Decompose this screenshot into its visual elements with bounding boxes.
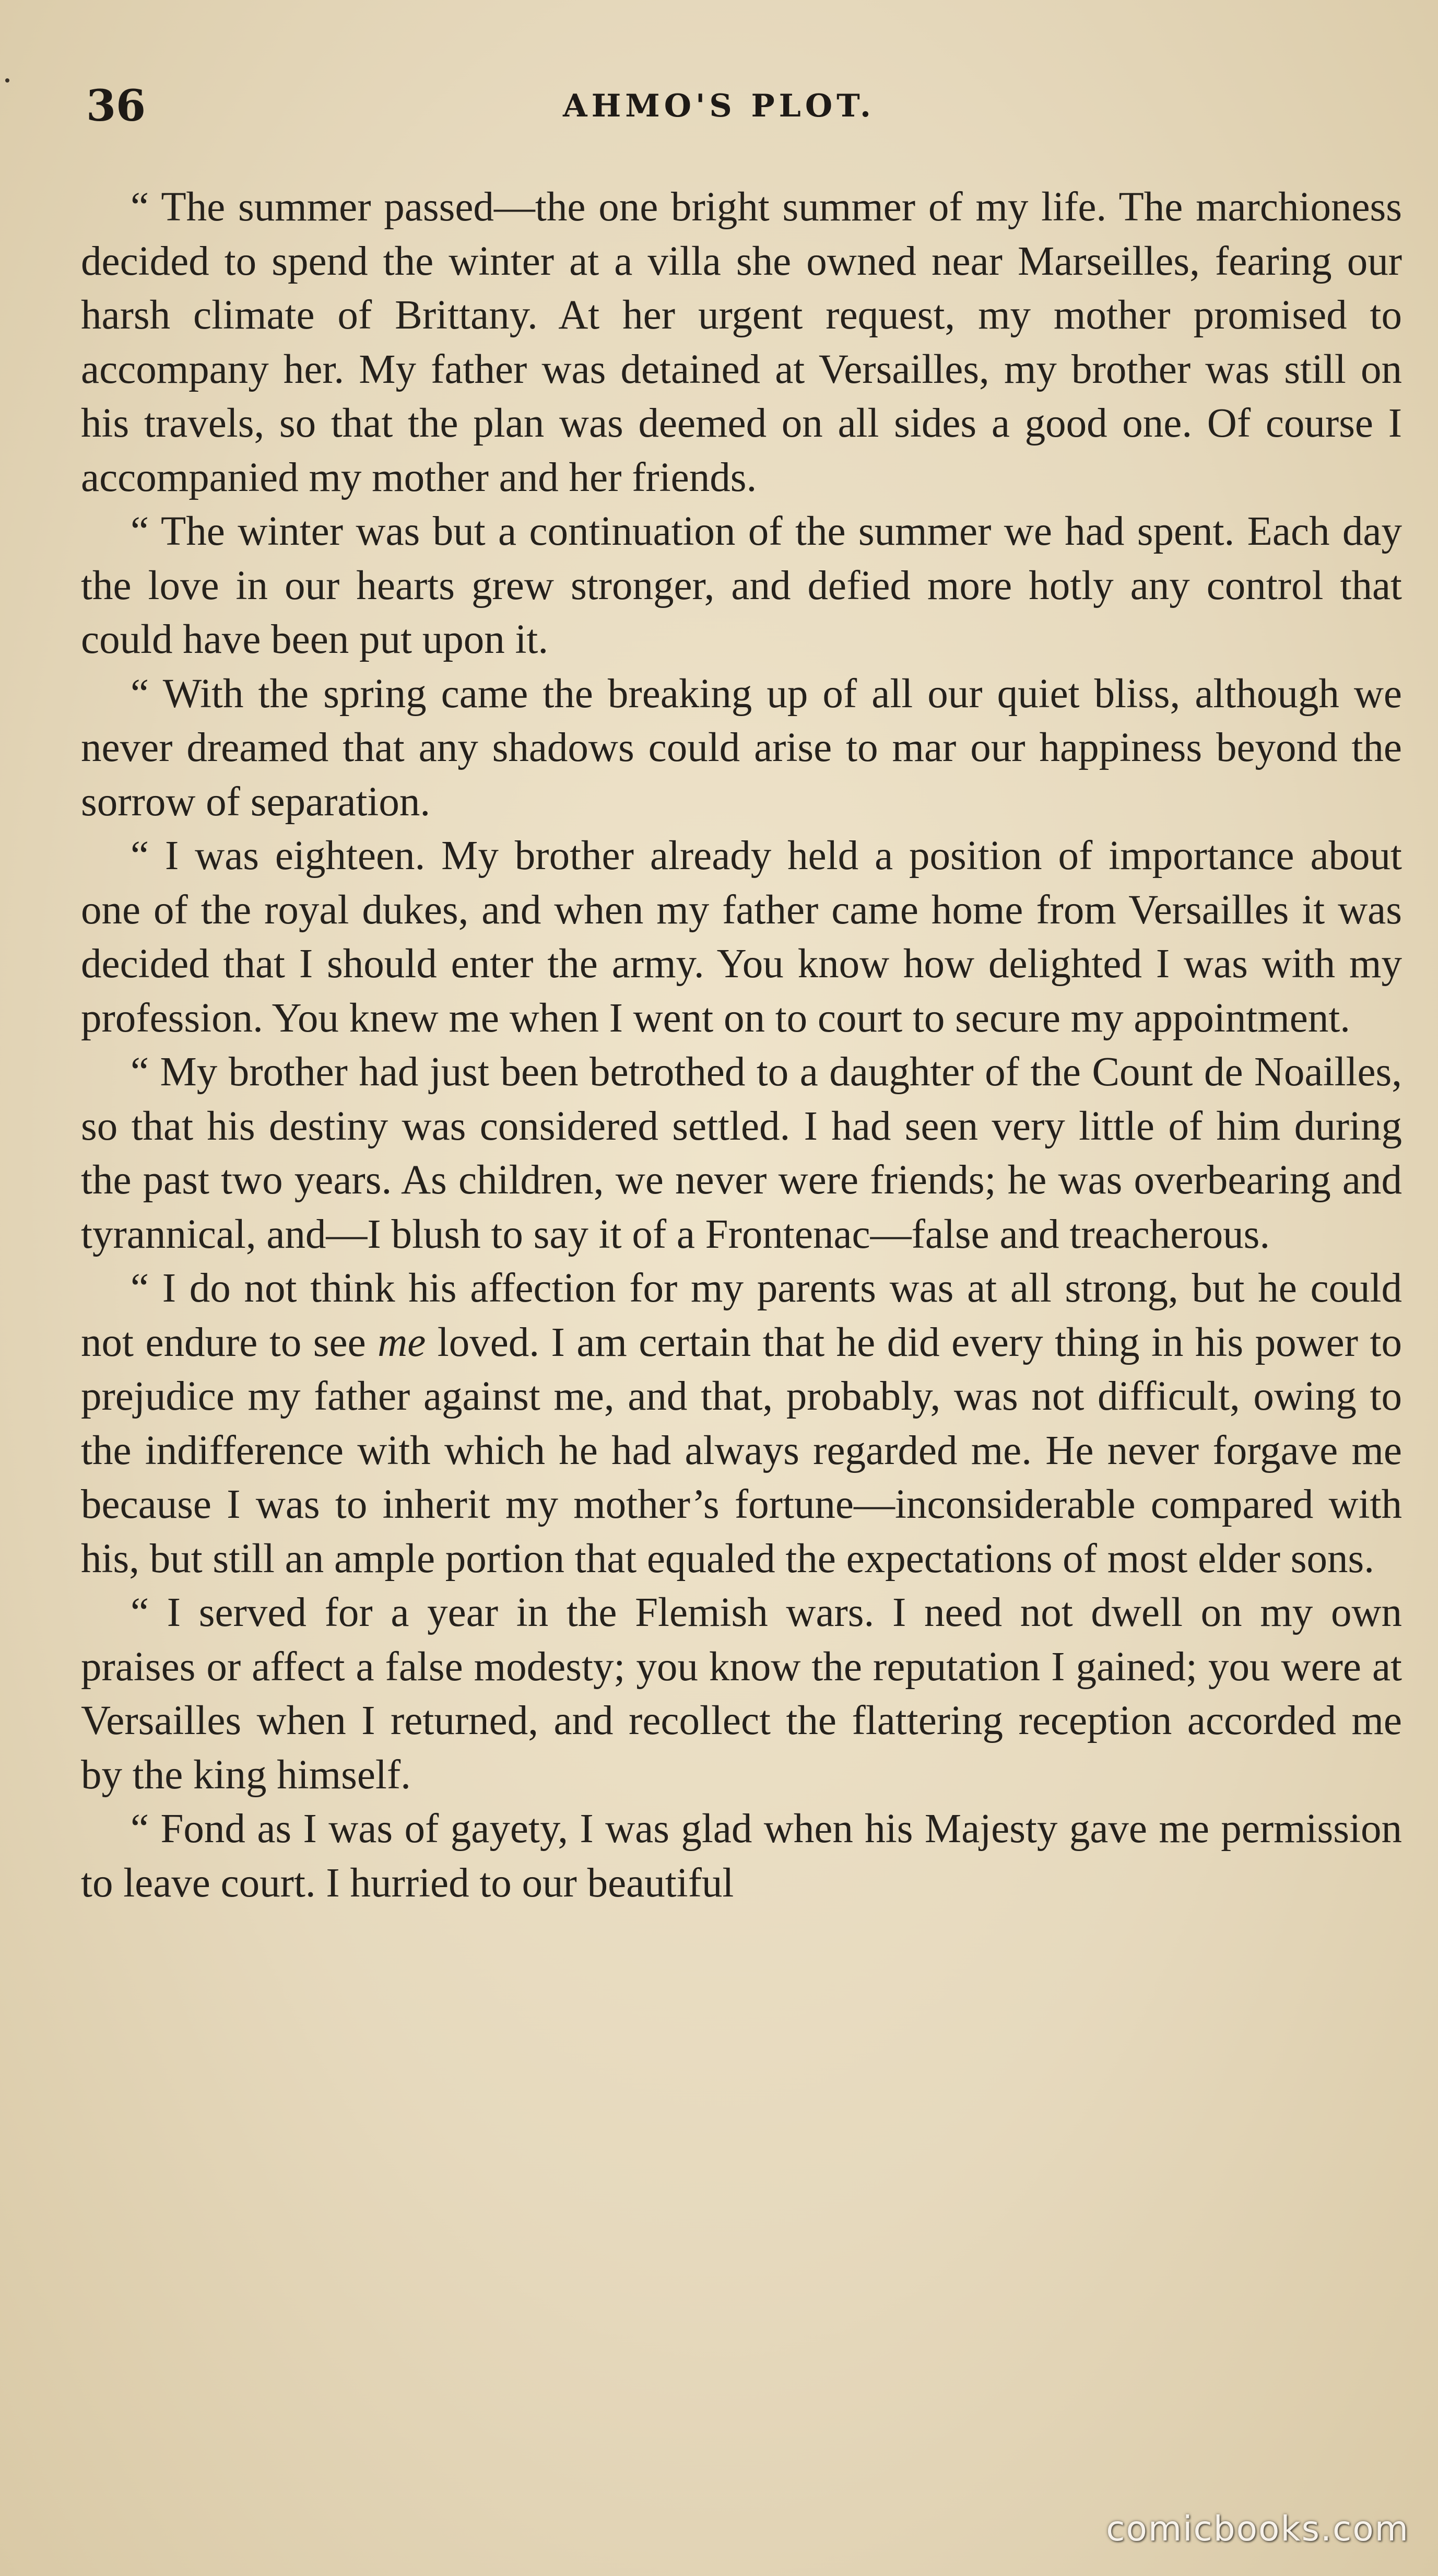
paragraph: “ The summer passed—the one bright summer of my life. The marchioness decided to spend the winter at a villa she owned near Marseilles, fearing our harsh climate of Brittany. At her urgent request, my mother promised to accompany her. My father was detained at Versailles, my brother was still on his travels, so that the plan was deemed on all sides a good one. Of course I accompanied my mother and her friends. <box>81 184 1402 500</box>
paragraph-text: loved. I am certain that he did every thing in his power to prejudice my father against me, and that, probably, was not difficult, owing to the indifference with which he had always regarded me. He never forgave me because I was to inherit my mother’s fortune—inconsiderable compared with his, but still an ample portion that equaled the expectations of most elder sons. <box>81 1319 1402 1582</box>
paragraph: “ Fond as I was of gayety, I was glad when his Majesty gave me permission to leave court. I hurried to our beautiful <box>81 1806 1402 1906</box>
emphasis: me <box>378 1319 426 1365</box>
ink-speck <box>5 78 9 83</box>
paragraph: “ With the spring came the breaking up of all our quiet bliss, although we never dreamed that any shadows could arise to mar our happiness beyond the sorrow of separation. <box>81 671 1402 825</box>
paragraph: “ My brother had just been betrothed to a daughter of the Count de Noailles, so that his destiny was considered settled. I had seen very little of him during the past two years. As children, we never were friends; he was overbearing and tyrannical, and—I blush to say it of a Frontenac—false and treacherous. <box>81 1049 1402 1257</box>
running-head: AHMO'S PLOT. <box>563 88 875 124</box>
body-text <box>81 180 1402 1910</box>
page-number: 36 <box>86 81 146 131</box>
paragraph-text: “ I do not think his affection for my parents was at all strong, but he could not endure to see <box>81 1266 1402 1365</box>
paragraph: “ The winter was but a continuation of the summer we had spent. Each day the love in our hearts grew stronger, and defied more hotly any control that could have been put upon it. <box>81 509 1402 662</box>
watermark: comicbooks.com <box>1106 2509 1409 2549</box>
paragraph: “ I was eighteen. My brother already held a position of importance about one of the royal dukes, and when my father came home from Versailles it was decided that I should enter the army. You know how delighted I was with my profession. You knew me when I went on to court to secure my appointment. <box>81 833 1402 1041</box>
paragraph <box>81 1261 1402 1586</box>
paragraph: “ I served for a year in the Flemish wars. I need not dwell on my own praises or affect a false modesty; you know the reputation I gained; you were at Versailles when I returned, and recollect the flattering reception accorded me by the king himself. <box>81 1590 1402 1798</box>
